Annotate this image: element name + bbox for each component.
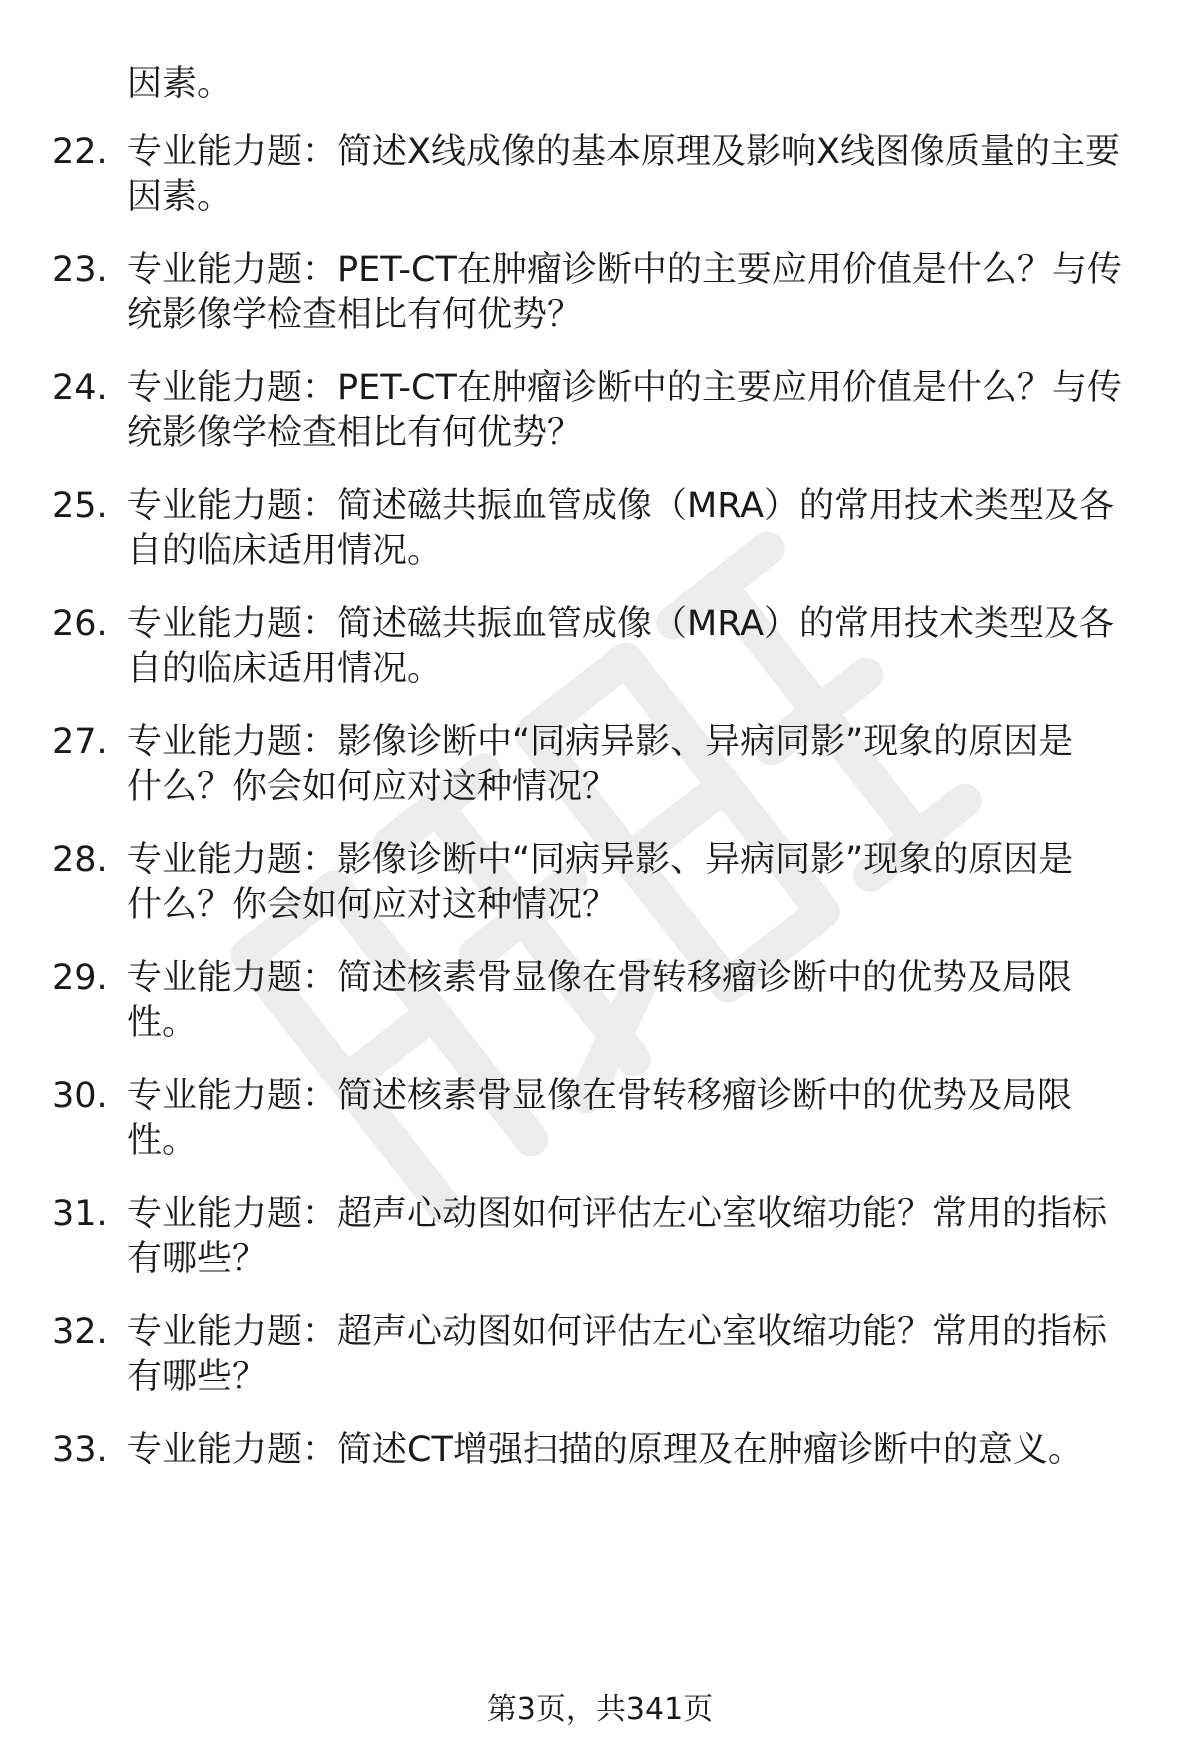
item-text-line1: 专业能力题：影像诊断中“同病异影、异病同影”现象的原因是: [127, 722, 1074, 762]
item-number: 22.: [52, 132, 108, 172]
item-number: 29.: [52, 958, 108, 998]
item-text-line1: 专业能力题：简述核素骨显像在骨转移瘤诊断中的优势及局限: [127, 958, 1073, 998]
item-number: 33.: [52, 1430, 108, 1470]
item-text-line2: 统影像学检查相比有何优势？: [127, 295, 583, 335]
item-text-line2: 什么？你会如何应对这种情况？: [127, 885, 618, 925]
item-text-line2: 性。: [127, 1003, 198, 1043]
page-footer: 第3页，共341页: [486, 1692, 714, 1727]
item-text-line2: 有哪些？: [127, 1239, 268, 1279]
item-text-line1: 专业能力题：PET-CT在肿瘤诊断中的主要应用价值是什么？与传: [127, 368, 1122, 408]
item-text-line2: 有哪些？: [127, 1357, 268, 1397]
item-number: 28.: [52, 840, 108, 880]
item-text-line1: 专业能力题：超声心动图如何评估左心室收缩功能？常用的指标: [127, 1312, 1108, 1352]
item-number: 23.: [52, 250, 108, 290]
item-text-line1: 专业能力题：简述磁共振血管成像（MRA）的常用技术类型及各: [127, 604, 1115, 644]
item-text-line2: 什么？你会如何应对这种情况？: [127, 767, 618, 807]
item-number: 30.: [52, 1076, 108, 1116]
item-text-line1: 专业能力题：影像诊断中“同病异影、异病同影”现象的原因是: [127, 840, 1074, 880]
item-number: 32.: [52, 1312, 108, 1352]
item-text-line2: 因素。: [127, 177, 233, 217]
item-text-line2: 性。: [127, 1121, 198, 1161]
continuation-text: 因素。: [127, 64, 233, 104]
item-text-line1: 专业能力题：简述CT增强扫描的原理及在肿瘤诊断中的意义。: [127, 1430, 1083, 1470]
item-text-line1: 专业能力题：PET-CT在肿瘤诊断中的主要应用价值是什么？与传: [127, 250, 1122, 290]
item-number: 27.: [52, 722, 108, 762]
item-text-line1: 专业能力题：简述X线成像的基本原理及影响X线图像质量的主要: [127, 132, 1120, 172]
item-text-line1: 专业能力题：简述核素骨显像在骨转移瘤诊断中的优势及局限: [127, 1076, 1073, 1116]
item-number: 31.: [52, 1194, 108, 1234]
item-text-line1: 专业能力题：超声心动图如何评估左心室收缩功能？常用的指标: [127, 1194, 1108, 1234]
item-text-line1: 专业能力题：简述磁共振血管成像（MRA）的常用技术类型及各: [127, 486, 1115, 526]
item-text-line2: 统影像学检查相比有何优势？: [127, 413, 583, 453]
item-number: 25.: [52, 486, 108, 526]
item-number: 24.: [52, 368, 108, 408]
item-number: 26.: [52, 604, 108, 644]
item-text-line2: 自的临床适用情况。: [127, 649, 443, 689]
item-text-line2: 自的临床适用情况。: [127, 531, 443, 571]
